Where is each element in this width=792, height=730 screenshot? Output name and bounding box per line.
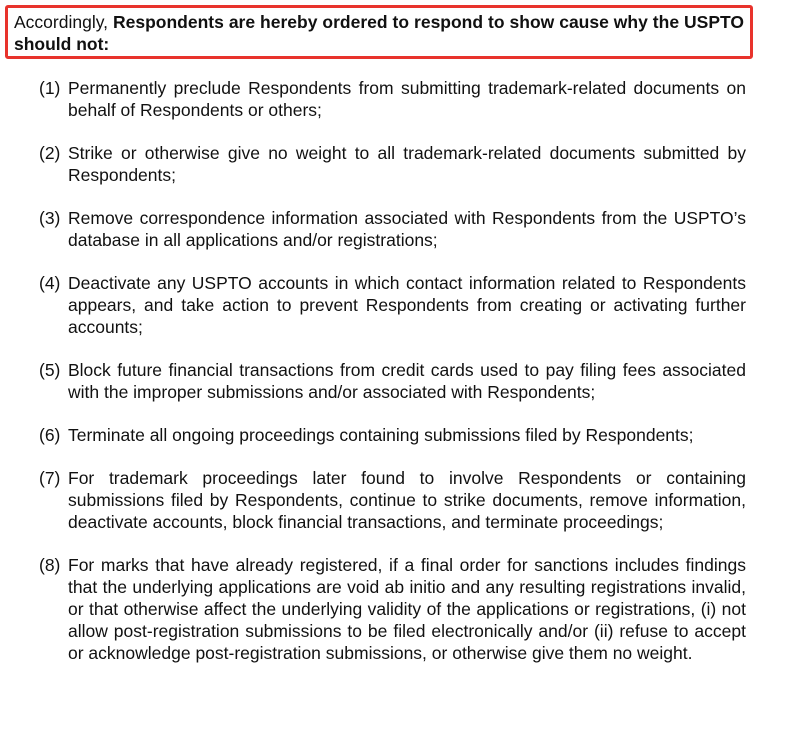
item-number: (5)	[39, 360, 61, 380]
list-item	[39, 359, 746, 403]
item-number: (4)	[39, 273, 61, 293]
item-text: Remove correspondence information associated with Respondents from the USPTO’s database in all applications and/or registrations;	[68, 208, 746, 250]
list-item	[39, 77, 746, 121]
item-text: For marks that have already registered, if a final order for sanctions includes findings that the underlying applications are void ab initio and any resulting registrations invalid, or that otherwise affect the underlying validity of the applications or registrations, (i) not allow post-registration submissions to be filed electronically and/or (ii) refuse to accept or acknowledge post-registration submissions, or otherwise give them no weight.	[68, 555, 746, 663]
item-number: (2)	[39, 143, 61, 163]
list-item	[39, 467, 746, 533]
item-text: Block future financial transactions from credit cards used to pay filing fees associated with the improper submissions and/or associated with Respondents;	[68, 360, 746, 402]
item-text: Strike or otherwise give no weight to all trademark-related documents submitted by Respondents;	[68, 143, 746, 185]
item-number: (1)	[39, 78, 61, 98]
item-number: (8)	[39, 555, 61, 575]
item-number: (3)	[39, 208, 61, 228]
list-item	[39, 142, 746, 186]
highlighted-intro-paragraph	[5, 5, 753, 59]
intro-bold-text: Respondents are hereby ordered to respond to show cause why the USPTO should not:	[14, 12, 745, 54]
item-text: Permanently preclude Respondents from submitting trademark-related documents on behalf of Respondents or others;	[68, 78, 746, 120]
list-item	[39, 554, 746, 664]
list-item	[39, 424, 746, 446]
order-items-list	[39, 77, 746, 685]
list-item	[39, 272, 746, 338]
item-text: Deactivate any USPTO accounts in which contact information related to Respondents appears, and take action to prevent Respondents from creating or activating further accounts;	[68, 273, 746, 337]
list-item	[39, 207, 746, 251]
item-text: For trademark proceedings later found to involve Respondents or containing submissions filed by Respondents, continue to strike documents, remove information, deactivate accounts, block financial transactions, and terminate proceedings;	[68, 468, 746, 532]
item-number: (6)	[39, 425, 61, 445]
item-number: (7)	[39, 468, 61, 488]
intro-lead-text: Accordingly,	[14, 12, 113, 32]
item-text: Terminate all ongoing proceedings containing submissions filed by Respondents;	[68, 425, 694, 445]
